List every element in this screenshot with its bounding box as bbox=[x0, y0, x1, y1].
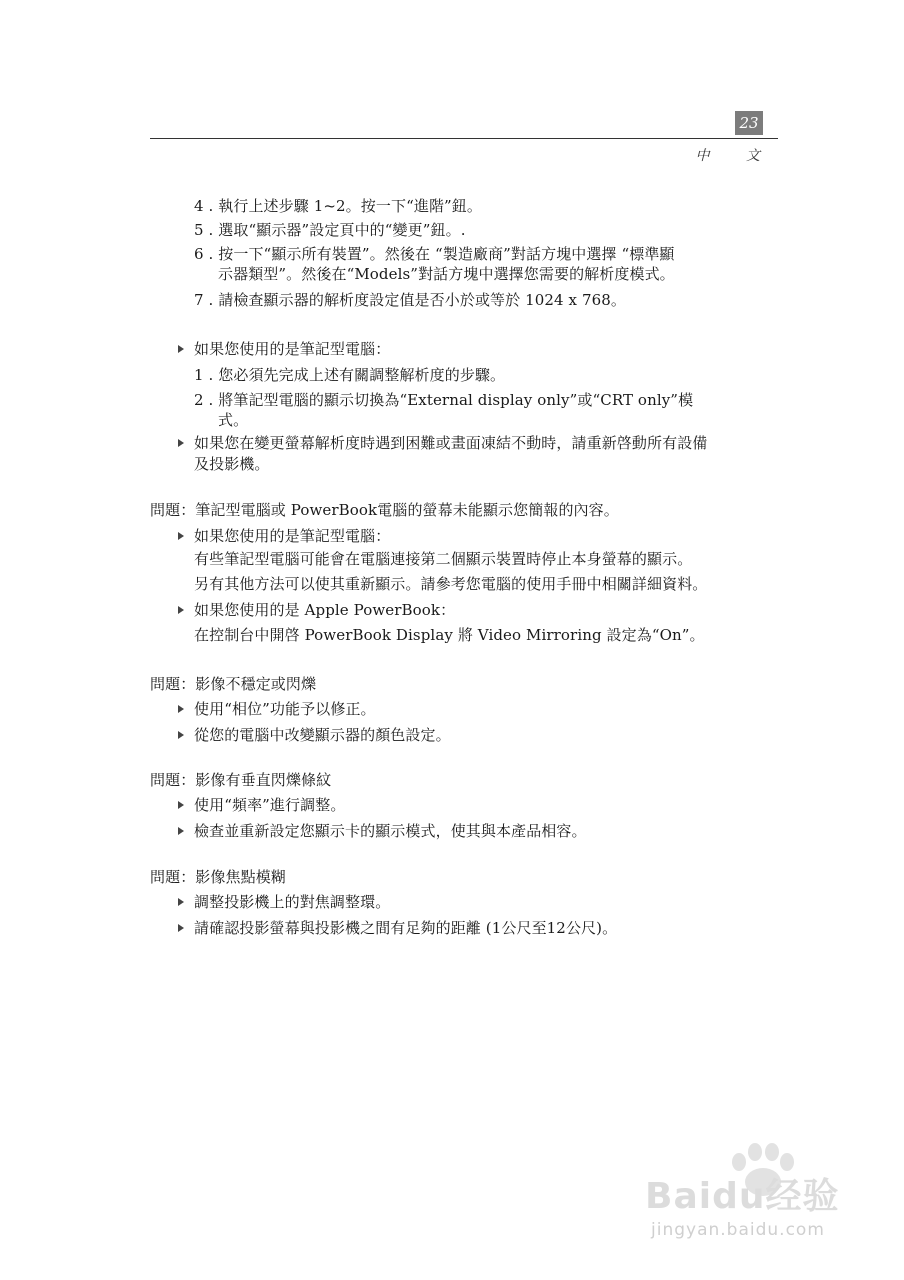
bullet-icon bbox=[178, 924, 184, 932]
step-b-2: 2 . 將筆記型電腦的顯示切換為“External display only”或“CRT only”模 bbox=[194, 391, 694, 409]
bullet-icon bbox=[178, 801, 184, 809]
watermark bbox=[645, 1140, 865, 1260]
p1-bullet-2: 如果您使用的是 Apple PowerBook： bbox=[194, 601, 456, 619]
bullet-icon bbox=[178, 705, 184, 713]
watermark-url: jingyan.baidu.com bbox=[651, 1220, 825, 1240]
problem-3-heading: 問題：影像有垂直閃爍條紋 bbox=[150, 771, 332, 789]
step-6-cont: 示器類型”。然後在“Models”對話方塊中選擇您需要的解析度模式。 bbox=[218, 265, 675, 283]
bullet-icon bbox=[178, 532, 184, 540]
problem-1-heading: 問題：筆記型電腦或 PowerBook電腦的螢幕未能顯示您簡報的內容。 bbox=[150, 501, 619, 519]
problem-4-heading: 問題：影像焦點模糊 bbox=[150, 868, 286, 886]
problem-2-heading: 問題：影像不穩定或閃爍 bbox=[150, 675, 317, 693]
freeze-bullet-cont: 及投影機。 bbox=[194, 455, 270, 473]
p2-bullet-1: 使用“相位”功能予以修正。 bbox=[194, 700, 376, 718]
watermark-brand: Baidu经验 bbox=[645, 1176, 840, 1217]
bullet-icon bbox=[178, 731, 184, 739]
language-label: 中 文 bbox=[695, 148, 776, 164]
bullet-icon bbox=[178, 606, 184, 614]
step-6: 6 . 按一下“顯示所有裝置”。然後在 “製造廠商”對話方塊中選擇 “標準顯 bbox=[194, 245, 675, 263]
bullet-icon bbox=[178, 898, 184, 906]
p1-text-2: 另有其他方法可以使其重新顯示。請參考您電腦的使用手冊中相關詳細資料。 bbox=[194, 575, 708, 593]
p3-bullet-1: 使用“頻率”進行調整。 bbox=[194, 796, 346, 814]
freeze-bullet: 如果您在變更螢幕解析度時遇到困難或畫面凍結不動時，請重新啓動所有設備 bbox=[194, 434, 708, 452]
p4-bullet-2: 請確認投影螢幕與投影機之間有足夠的距離 (1公尺至12公尺)。 bbox=[194, 919, 618, 937]
step-4: 4 . 執行上述步驟 1~2。按一下“進階”鈕。 bbox=[194, 197, 483, 215]
bullet-icon bbox=[178, 827, 184, 835]
step-b-1: 1 . 您必須先完成上述有關調整解析度的步驟。 bbox=[194, 366, 506, 384]
header-rule bbox=[150, 138, 778, 139]
step-5: 5 . 選取“顯示器”設定頁中的“變更”鈕。. bbox=[194, 221, 466, 239]
page-number: 23 bbox=[735, 111, 763, 135]
p1-text-1: 有些筆記型電腦可能會在電腦連接第二個顯示裝置時停止本身螢幕的顯示。 bbox=[194, 550, 693, 568]
step-7: 7 . 請檢查顯示器的解析度設定值是否小於或等於 1024 x 768。 bbox=[194, 291, 627, 309]
p1-text-3: 在控制台中開啓 PowerBook Display 將 Video Mirroring 設定為“On”。 bbox=[194, 626, 705, 644]
p1-bullet-1: 如果您使用的是筆記型電腦： bbox=[194, 527, 391, 545]
laptop-bullet: 如果您使用的是筆記型電腦： bbox=[194, 340, 391, 358]
bullet-icon bbox=[178, 345, 184, 353]
p2-bullet-2: 從您的電腦中改變顯示器的顏色設定。 bbox=[194, 726, 451, 744]
step-b-2-cont: 式。 bbox=[218, 411, 249, 429]
bullet-icon bbox=[178, 439, 184, 447]
p3-bullet-2: 檢查並重新設定您顯示卡的顯示模式，使其與本產品相容。 bbox=[194, 822, 587, 840]
p4-bullet-1: 調整投影機上的對焦調整環。 bbox=[194, 893, 391, 911]
